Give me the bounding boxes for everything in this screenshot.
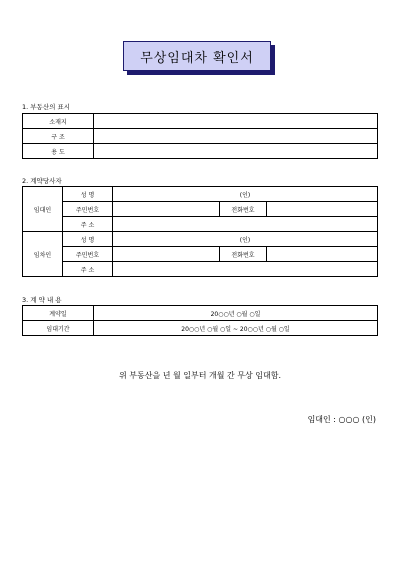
lessor-name-value[interactable] bbox=[113, 187, 378, 202]
lessee-name-value[interactable] bbox=[113, 232, 378, 247]
lessee-phone-value[interactable] bbox=[267, 247, 378, 262]
table-row bbox=[23, 262, 378, 277]
table-row bbox=[23, 129, 378, 144]
lessor-address-label: 주 소 bbox=[63, 217, 113, 232]
title-text: 무상임대차 확인서 bbox=[140, 50, 254, 66]
table-row bbox=[23, 202, 378, 217]
section3-heading: 3. 계 약 내 용 bbox=[22, 296, 62, 304]
section2-heading: 2. 계약당사자 bbox=[22, 177, 62, 185]
section1-heading: 1. 부동산의 표시 bbox=[22, 103, 71, 111]
table-row bbox=[23, 144, 378, 159]
table-row bbox=[23, 217, 378, 232]
location-value[interactable] bbox=[94, 114, 378, 129]
property-table bbox=[22, 113, 378, 159]
lessee-seal-mark: (인) bbox=[239, 236, 251, 244]
lessee-address-value[interactable] bbox=[113, 262, 378, 277]
table-row bbox=[23, 321, 378, 336]
statement-text: 위 부동산을 년 월 일부터 개월 간 무상 임대함. bbox=[119, 371, 281, 380]
lessor-phone-label: 전화번호 bbox=[220, 202, 267, 217]
contract-date-label: 계약일 bbox=[23, 306, 94, 321]
lessor-phone-value[interactable] bbox=[267, 202, 378, 217]
parties-table bbox=[22, 186, 378, 277]
table-row bbox=[23, 187, 378, 202]
lessor-name-label: 성 명 bbox=[63, 187, 113, 202]
lessee-role: 임차인 bbox=[23, 232, 63, 277]
structure-label: 구 조 bbox=[23, 129, 94, 144]
lessor-role: 임대인 bbox=[23, 187, 63, 232]
contract-table bbox=[22, 305, 378, 336]
structure-value[interactable] bbox=[94, 129, 378, 144]
table-row bbox=[23, 247, 378, 262]
usage-value[interactable] bbox=[94, 144, 378, 159]
title-box bbox=[123, 41, 271, 71]
table-row bbox=[23, 232, 378, 247]
lessor-id-label: 주민번호 bbox=[63, 202, 113, 217]
lessor-signature: 임대인 : ○○○ (인) bbox=[307, 415, 376, 424]
lessee-name-label: 성 명 bbox=[63, 232, 113, 247]
usage-label: 용 도 bbox=[23, 144, 94, 159]
lessor-id-value[interactable] bbox=[113, 202, 220, 217]
document-title bbox=[123, 41, 273, 75]
lessee-address-label: 주 소 bbox=[63, 262, 113, 277]
lessee-phone-label: 전화번호 bbox=[220, 247, 267, 262]
lessor-address-value[interactable] bbox=[113, 217, 378, 232]
contract-date-value[interactable]: 20○○년 ○월 ○일 bbox=[94, 306, 378, 321]
lease-period-value[interactable]: 20○○년 ○월 ○일 ~ 20○○년 ○월 ○일 bbox=[94, 321, 378, 336]
lease-period-label: 임대기간 bbox=[23, 321, 94, 336]
table-row bbox=[23, 114, 378, 129]
location-label: 소재지 bbox=[23, 114, 94, 129]
lessee-id-label: 주민번호 bbox=[63, 247, 113, 262]
table-row bbox=[23, 306, 378, 321]
lessee-id-value[interactable] bbox=[113, 247, 220, 262]
lessor-seal-mark: (인) bbox=[239, 191, 251, 199]
